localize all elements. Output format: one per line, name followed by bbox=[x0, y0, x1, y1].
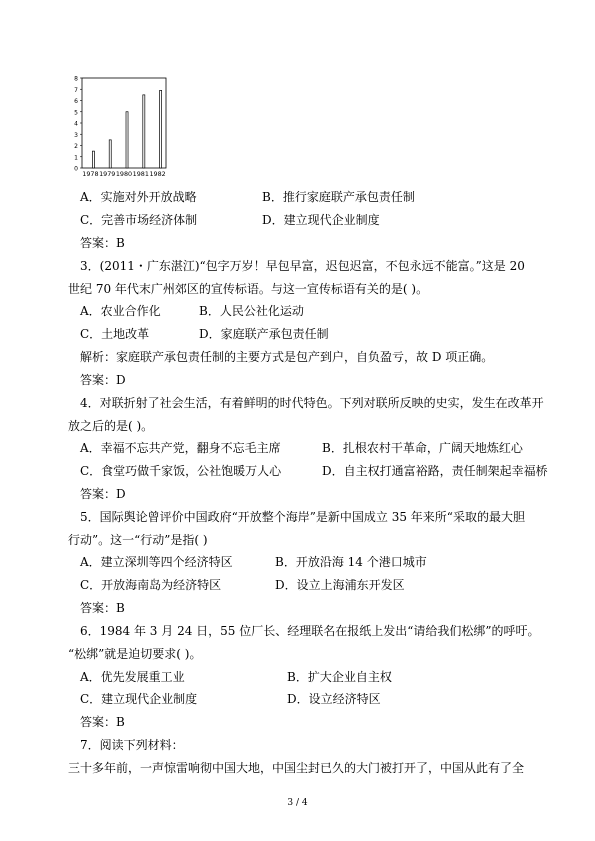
y-tick-label: 0 bbox=[74, 165, 78, 173]
q5-option-d: D．设立上海浦东开发区 bbox=[275, 578, 405, 592]
bar-chart bbox=[66, 72, 172, 184]
y-tick-label: 2 bbox=[74, 143, 78, 150]
x-tick-label: 1978 bbox=[82, 170, 99, 178]
y-tick-label: 3 bbox=[74, 131, 78, 139]
q3-answer: 答案：D bbox=[80, 373, 126, 387]
q5-option-a: A．建立深圳等四个经济特区 bbox=[80, 555, 233, 569]
q2-option-c: C．完善市场经济体制 bbox=[80, 213, 198, 227]
y-tick-label: 5 bbox=[74, 109, 78, 117]
q4-option-c: C．食堂巧做千家饭，公社饱暖万人心 bbox=[80, 464, 282, 478]
q6-option-c: C．建立现代企业制度 bbox=[80, 692, 198, 706]
chart-bars bbox=[92, 90, 161, 168]
q5-stem-line2: 行动”。这一“行动”是指( ) bbox=[68, 533, 208, 547]
q4-answer: 答案：D bbox=[80, 487, 126, 501]
q3-analysis: 解析：家庭联产承包责任制的主要方式是包产到户，自负盈亏，故 D 项正确。 bbox=[80, 350, 494, 364]
bar-1980 bbox=[126, 112, 128, 168]
q3-option-a: A．农业合作化 bbox=[80, 304, 161, 318]
q4-option-d: D．自主权打通富裕路，责任制架起幸福桥 bbox=[322, 464, 548, 478]
q4-stem-line2: 放之后的是( )。 bbox=[68, 419, 154, 433]
q4-stem-line1: 4．对联折射了社会生活，有着鲜明的时代特色。下列对联所反映的史实，发生在改革开 bbox=[80, 396, 544, 410]
q3-option-c: C．土地改革 bbox=[80, 327, 150, 341]
q7-stem-line1: 7．阅读下列材料： bbox=[80, 738, 184, 752]
q2-option-a: A．实施对外开放战略 bbox=[80, 190, 197, 204]
q5-option-b: B．开放沿海 14 个港口城市 bbox=[275, 555, 427, 569]
q6-stem-line1: 6．1984 年 3 月 24 日，55 位厂长、经理联名在报纸上发出“请给我们松绑”的呼吁。 bbox=[80, 624, 540, 638]
q2-answer: 答案：B bbox=[80, 236, 125, 250]
y-tick-label: 4 bbox=[74, 120, 78, 128]
q5-stem-line1: 5．国际舆论曾评价中国政府“开放整个海岸”是新中国成立 35 年来所“采取的最大胆 bbox=[80, 510, 525, 524]
q3-stem-line1: 3．(2011・广东湛江)“包字万岁！早包早富，迟包迟富，不包永远不能富。”这是 20 bbox=[80, 259, 525, 273]
q2-option-b: B．推行家庭联产承包责任制 bbox=[262, 190, 415, 204]
q3-option-b: B．人民公社化运动 bbox=[199, 304, 304, 318]
q2-option-d: D．建立现代企业制度 bbox=[262, 213, 380, 227]
q6-option-b: B．扩大企业自主权 bbox=[287, 670, 392, 684]
q4-option-b: B．扎根农村干革命，广阔天地炼红心 bbox=[322, 441, 523, 455]
bar-1978 bbox=[92, 151, 94, 168]
bar-1982 bbox=[160, 90, 162, 168]
y-tick-label: 1 bbox=[74, 154, 78, 162]
q5-option-c: C．开放海南岛为经济特区 bbox=[80, 578, 222, 592]
x-tick-label: 1980 bbox=[115, 170, 133, 178]
q6-option-a: A．优先发展重工业 bbox=[80, 670, 185, 684]
bar-1979 bbox=[109, 140, 111, 168]
q5-answer: 答案：B bbox=[80, 601, 125, 615]
x-tick-label: 1982 bbox=[149, 170, 166, 178]
x-tick-label: 1979 bbox=[99, 170, 116, 178]
y-tick-label: 6 bbox=[74, 98, 78, 105]
q3-option-d: D．家庭联产承包责任制 bbox=[199, 327, 329, 341]
chart-labels bbox=[74, 76, 166, 179]
q6-stem-line2: “松绑”就是迫切要求( )。 bbox=[68, 647, 202, 661]
page-number: 3 / 4 bbox=[287, 798, 308, 808]
q4-option-a: A．幸福不忘共产党，翻身不忘毛主席 bbox=[80, 441, 281, 455]
q7-stem-line2: 三十多年前，一声惊雷响彻中国大地，中国尘封已久的大门被打开了，中国从此有了全 bbox=[68, 761, 525, 775]
q6-option-d: D．设立经济特区 bbox=[287, 692, 381, 706]
bar-1981 bbox=[143, 95, 145, 168]
q6-answer: 答案：B bbox=[80, 715, 125, 729]
q3-stem-line2: 世纪 70 年代末广州郊区的宣传标语。与这一宣传标语有关的是( )。 bbox=[68, 282, 429, 296]
y-tick-label: 8 bbox=[74, 75, 78, 83]
y-tick-label: 7 bbox=[74, 86, 78, 94]
x-tick-label: 1981 bbox=[132, 170, 149, 178]
